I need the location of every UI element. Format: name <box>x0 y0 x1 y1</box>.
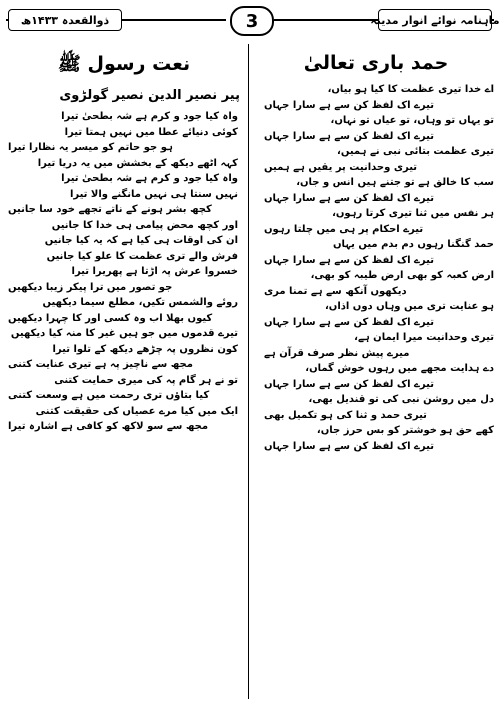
naat-line: کچھ بشر ہونے کے ناتے تجھے خود سا جانیں <box>8 204 212 215</box>
column-divider <box>248 44 249 699</box>
hamd-line: تیری وحدانیت پر یقیں ہے ہمیں <box>264 161 418 173</box>
hamd-line: تیرے اک لفظ کن سے ہے سارا جہاں <box>264 130 434 142</box>
naat-line: نہیں سنتا ہی نہیں مانگنے والا تیرا <box>69 188 238 200</box>
naat-line: واہ کیا جود و کرم ہے شہ بطحیٰ تیرا <box>61 111 238 122</box>
page-header <box>6 6 500 34</box>
naat-author: پیر نصیر الدین نصیر گولڑوی <box>59 88 240 103</box>
hamd-line: دل میں روشن نبی کی تو قندیل بھی، <box>308 394 494 405</box>
naat-line: کیوں بھلا اب وہ کسی اور کا چہرا دیکھیں <box>8 312 213 324</box>
hamd-line: کھے حق ہو خوشتر کو بس حرز جاں، <box>316 425 494 436</box>
magazine-title: ماہنامہ نوائے انوار مدینہ <box>378 9 492 31</box>
hamd-line: تیرے اک لفظ کن سے ہے سارا جہاں <box>264 440 434 452</box>
hamd-line: دیکھوں آنکھ سے ہے تمنا مری <box>264 285 407 297</box>
naat-line: مجھ سے ناچیز پہ ہے تیری عنایت کتنی <box>8 359 193 370</box>
naat-line: فرش والے تری عظمت کا علو کیا جانیں <box>46 250 238 262</box>
hamd-line: حمد گنگنا رہوں دم بدم میں یہاں <box>332 239 494 250</box>
hamd-line: تیرے احکام پر ہی میں چلتا رہوں <box>264 223 424 235</box>
naat-line: ان کی اوقات ہی کیا ہے کہ یہ کیا جانیں <box>44 235 238 246</box>
naat-line: کون نظروں پہ چڑھے دیکھ کے تلوا تیرا <box>52 343 238 355</box>
naat-column <box>8 52 240 435</box>
hamd-line: ارض کعبہ کو بھی ارض طیبہ کو بھی، <box>310 270 494 281</box>
naat-line: کوئی دنیائے عطا میں نہیں ہمتا تیرا <box>64 126 238 138</box>
issue-date: ذوالقعدہ ۱۴۳۳ھ <box>8 9 122 31</box>
naat-line: جو تصور میں ترا پیکر زیبا دیکھیں <box>8 281 173 293</box>
naat-line: ہو جو حاتم کو میسر یہ نظارا تیرا <box>8 142 173 153</box>
hamd-line: اے خدا تیری عظمت کا کیا ہو بیاں، <box>327 84 494 95</box>
naat-line: خسروا عرش پہ اڑتا ہے پھریرا تیرا <box>71 266 238 277</box>
hamd-line: ہو عنایت تری میں وہاں دوں اذاں، <box>324 301 494 312</box>
hamd-line: دے ہدایت مجھے میں رہوں خوش گماں، <box>305 363 494 374</box>
hamd-line: تیرے اک لفظ کن سے ہے سارا جہاں <box>264 99 434 111</box>
naat-line: روئے والشمس تکیں، مطلع سیما دیکھیں <box>42 297 238 308</box>
hamd-line: تو یہاں تو وہاں، تو عیاں تو نہاں، <box>330 115 494 126</box>
hamd-line: تیرے اک لفظ کن سے ہے سارا جہاں <box>264 378 434 390</box>
hamd-line: ہر نفس میں ثنا تیری کرتا رہوں، <box>332 208 494 219</box>
naat-line: کیا بتاؤں تری رحمت میں ہے وسعت کتنی <box>8 390 210 401</box>
hamd-line: تیری عظمت بتائی نبی نے ہمیں، <box>337 146 494 157</box>
hamd-line: تیرے اک لفظ کن سے ہے سارا جہاں <box>264 316 434 328</box>
naat-line: کہہ اٹھے دیکھ کے بخشش میں یہ دریا تیرا <box>37 157 238 169</box>
hamd-line: تیری حمد و ثنا کی ہو تکمیل بھی <box>264 409 427 421</box>
hamd-line: سب کا خالق ہے تو جتنے ہیں انس و جاں، <box>296 177 494 188</box>
naat-line: اور کچھ محض پیامی ہی خدا کا جانیں <box>51 219 238 231</box>
hamd-line: تیرے اک لفظ کن سے ہے سارا جہاں <box>264 254 434 266</box>
naat-line: واہ کیا جود و کرم ہے شہ بطحیٰ تیرا <box>61 173 238 184</box>
hamd-line: تیرے اک لفظ کن سے ہے سارا جہاں <box>264 192 434 204</box>
naat-line: ایک میں کیا مرے عصیاں کی حقیقت کتنی <box>35 405 238 417</box>
naat-line: مجھ سے سو لاکھ کو کافی ہے اشارہ تیرا <box>8 421 209 432</box>
page-number: 3 <box>230 6 274 36</box>
naat-title: نعت رسول ﷺ <box>57 53 191 75</box>
hamd-line: تیری وحدانیت میرا ایمان ہے، <box>354 332 494 343</box>
hamd-line: میرے پیش نظر صرف قرآن ہے <box>264 347 410 359</box>
naat-line: تو نے ہر گام پہ کی میری حمایت کتنی <box>54 374 238 386</box>
hamd-column <box>258 52 494 454</box>
naat-line: تیرے قدموں میں جو ہیں غیر کا منہ کیا دیکھیں <box>10 328 238 339</box>
hamd-title: حمد باری تعالیٰ <box>303 52 449 74</box>
